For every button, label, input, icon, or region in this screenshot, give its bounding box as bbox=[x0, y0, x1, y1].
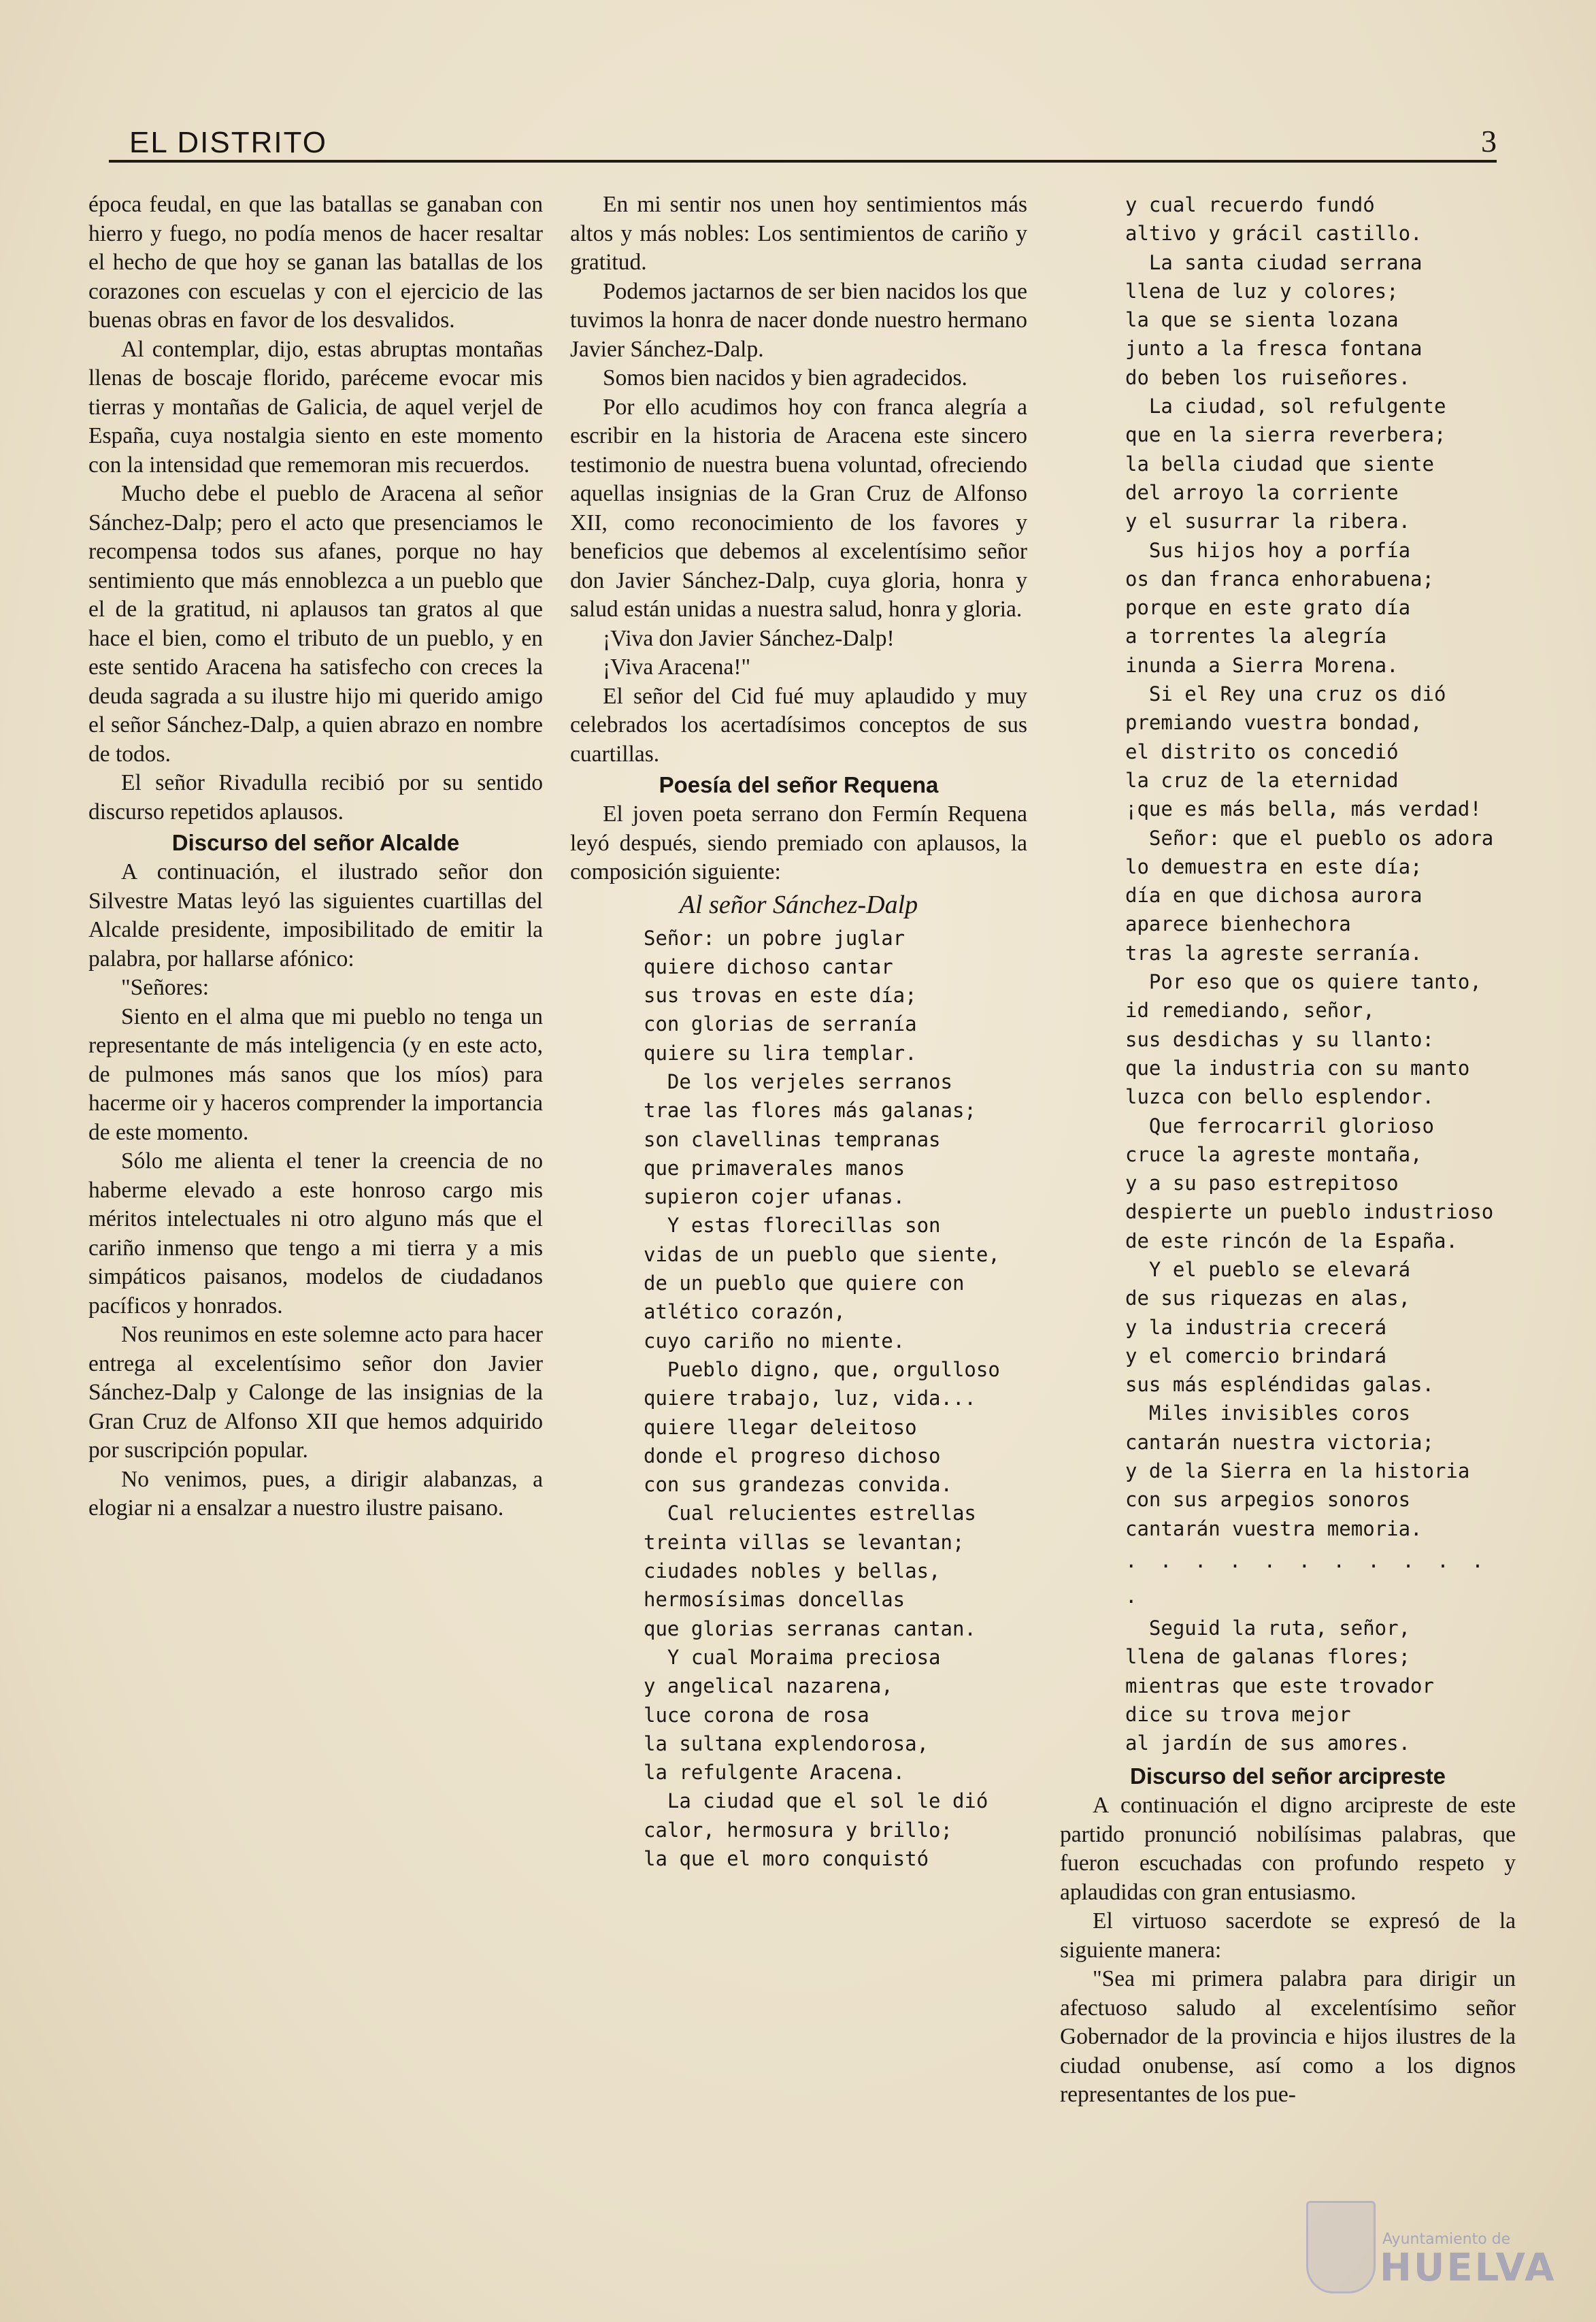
verse-line: atlético corazón, bbox=[644, 1300, 846, 1324]
verse-line: a torrentes la alegría bbox=[1125, 625, 1387, 648]
verse-line: luce corona de rosa bbox=[644, 1703, 869, 1727]
verse-line: junto a la fresca fontana bbox=[1125, 337, 1423, 361]
verse-line: Que ferrocarril glorioso bbox=[1125, 1114, 1434, 1138]
paragraph: El señor del Cid fué muy aplaudido y muy celebrados los acertadísimos conceptos de sus cuartillas. bbox=[570, 683, 1027, 767]
verse-line: llena de galanas flores; bbox=[1125, 1645, 1411, 1669]
verse-line: Por eso que os quiere tanto, bbox=[1125, 970, 1482, 994]
verse-line: luzca con bello esplendor. bbox=[1125, 1085, 1434, 1109]
verse-line: cuyo cariño no miente. bbox=[644, 1329, 905, 1353]
verse-line: inunda a Sierra Morena. bbox=[1125, 653, 1399, 677]
verse-line: la cruz de la eternidad bbox=[1125, 768, 1399, 792]
archive-watermark bbox=[1306, 2201, 1557, 2303]
verse-line: tras la agreste serranía. bbox=[1125, 941, 1423, 965]
paragraph: El joven poeta serrano don Fermín Requena leyó después, siendo premiado con aplausos, la composición siguiente: bbox=[570, 801, 1027, 884]
column-2 bbox=[570, 190, 1027, 1873]
paragraph: "Sea mi primera palabra para dirigir un afectuoso saludo al excelentísimo señor Gobernador de la provincia e hijos ilustres de la ciudad onubense, así como a los dignos representantes de los pue- bbox=[1060, 1966, 1516, 2108]
verse-line: Señor: que el pueblo os adora bbox=[1125, 826, 1494, 850]
poem-verses bbox=[570, 924, 1027, 1874]
verse-line: Si el Rey una cruz os dió bbox=[1125, 682, 1446, 706]
verse-line: Sus hijos hoy a porfía bbox=[1125, 538, 1411, 562]
paragraph: El señor Rivadulla recibió por su sentido discurso repetidos aplausos. bbox=[88, 770, 543, 825]
poem-verses-final bbox=[1060, 1614, 1516, 1757]
verse-line: la que se sienta lozana bbox=[1125, 308, 1399, 332]
paragraph: Mucho debe el pueblo de Aracena al señor Sánchez-Dalp; pero el acto que presenciamos le recompensa todos sus afanes, porque no hay sentimiento que más ennoblezca a un pueblo que el de la gratitud, ni aplausos tan gratos al que hace el bien, como el tributo de un pueblo, y en este sentido Aracena ha satisfecho con creces la deuda sagrada a su ilustre hijo mi querido amigo el señor Sánchez-Dalp, a quien abrazo en nombre de todos. bbox=[88, 481, 543, 767]
verse-line: quiere trabajo, luz, vida... bbox=[644, 1387, 976, 1410]
watermark-big-text: HUELVA bbox=[1380, 2246, 1557, 2290]
verse-line: Cual relucientes estrellas bbox=[644, 1502, 976, 1525]
paragraph: Siento en el alma que mi pueblo no tenga un representante de más inteligencia (y en este acto, de pulmones más sanos que los míos) para hacerme oir y haceros comprender la importancia de este momento. bbox=[88, 1004, 543, 1145]
verse-line: ¡que es más bella, más verdad! bbox=[1125, 797, 1482, 821]
verse-line: y angelical nazarena, bbox=[644, 1674, 893, 1698]
paragraph: época feudal, en que las batallas se ganaban con hierro y fuego, no podía menos de hacer resaltar el hecho de que hoy se ganan las batallas de los corazones con escuelas y con el ejercicio de las buenas obras en favor de los desvalidos. bbox=[88, 192, 543, 333]
verse-line: al jardín de sus amores. bbox=[1125, 1731, 1411, 1755]
verse-line: trae las flores más galanas; bbox=[644, 1099, 976, 1123]
verse-line: altivo y grácil castillo. bbox=[1125, 222, 1423, 246]
verse-line: De los verjeles serranos bbox=[644, 1069, 952, 1093]
paragraph: El virtuoso sacerdote se expresó de la siguiente manera: bbox=[1060, 1908, 1516, 1963]
verse-line: y de la Sierra en la historia bbox=[1125, 1459, 1470, 1483]
column-3 bbox=[1060, 190, 1516, 2110]
verse-line: id remediando, señor, bbox=[1125, 999, 1375, 1023]
paragraph: A continuación, el ilustrado señor don Silvestre Matas leyó las siguientes cuartillas del Alcalde presidente, imposibilitado de emitir la palabra, por hallarse afónico: bbox=[88, 859, 543, 972]
section-heading: Discurso del señor arcipreste bbox=[1129, 1763, 1446, 1789]
paragraph: "Señores: bbox=[121, 975, 210, 1000]
section-heading: Discurso del señor Alcalde bbox=[171, 830, 460, 855]
verse-line: son clavellinas tempranas bbox=[644, 1127, 941, 1151]
verse-line: cruce la agreste montaña, bbox=[1125, 1142, 1423, 1166]
verse-line: quiere llegar deleitoso bbox=[644, 1415, 917, 1439]
verse-line: el distrito os concedió bbox=[1125, 740, 1399, 763]
verse-line: la bella ciudad que siente bbox=[1125, 452, 1434, 476]
paragraph: A continuación el digno arcipreste de este partido pronunció nobilísimas palabras, que fueron escuchadas con profundo respeto y aplaudidas con gran entusiasmo. bbox=[1060, 1793, 1516, 1905]
verse-line: sus trovas en este día; bbox=[644, 984, 917, 1008]
paragraph: ¡Viva Aracena!" bbox=[603, 654, 751, 680]
poem-verses bbox=[1060, 190, 1516, 1543]
verse-line: Y estas florecillas son bbox=[644, 1214, 941, 1238]
paragraph: ¡Viva don Javier Sánchez-Dalp! bbox=[603, 625, 895, 651]
paragraph: Podemos jactarnos de ser bien nacidos los que tuvimos la honra de nacer donde nuestro hermano Javier Sánchez-Dalp. bbox=[570, 278, 1027, 362]
verse-line: despierte un pueblo industrioso bbox=[1125, 1200, 1494, 1224]
verse-line: y la industria crecerá bbox=[1125, 1315, 1387, 1339]
verse-line: quiere dichoso cantar bbox=[644, 955, 893, 978]
verse-line: sus desdichas y su llanto: bbox=[1125, 1027, 1434, 1051]
verse-line: do beben los ruiseñores. bbox=[1125, 365, 1411, 389]
verse-line: aparece bienhechora bbox=[1125, 912, 1351, 936]
verse-line: con sus arpegios sonoros bbox=[1125, 1488, 1411, 1512]
verse-line: porque en este grato día bbox=[1125, 596, 1411, 620]
verse-line: mientras que este trovador bbox=[1125, 1674, 1434, 1697]
page-header bbox=[109, 119, 1497, 163]
verse-line: y el comercio brindará bbox=[1125, 1344, 1387, 1367]
paragraph: Nos reunimos en este solemne acto para hacer entrega al excelentísimo señor don Javier Sánchez-Dalp y Calonge de las insignias de la Gran Cruz de Alfonso XII que hemos adquirido por suscripción popular. bbox=[88, 1322, 543, 1463]
paragraph: Al contemplar, dijo, estas abruptas montañas llenas de boscaje florido, paréceme evocar mis tierras y montañas de Galicia, de aquel verjel de España, cuya nostalgia siento en este momento con la intensidad que rememoran mis recuerdos. bbox=[88, 336, 543, 478]
verse-line: vidas de un pueblo que siente, bbox=[644, 1242, 1000, 1266]
paragraph: En mi sentir nos unen hoy sentimientos más altos y más nobles: Los sentimientos de cariño y gratitud. bbox=[570, 192, 1027, 275]
verse-line: día en que dichosa aurora bbox=[1125, 884, 1423, 908]
paragraph: Somos bien nacidos y bien agradecidos. bbox=[603, 365, 967, 391]
verse-line: y cual recuerdo fundó bbox=[1125, 193, 1375, 216]
verse-line: ciudades nobles y bellas, bbox=[644, 1559, 941, 1583]
verse-line: y a su paso estrepitoso bbox=[1125, 1172, 1399, 1195]
verse-line: os dan franca enhorabuena; bbox=[1125, 567, 1434, 591]
verse-line: treinta villas se levantan; bbox=[644, 1530, 965, 1554]
verse-line: dice su trova mejor bbox=[1125, 1702, 1351, 1726]
paragraph: Por ello acudimos hoy con franca alegría a escribir en la historia de Aracena este sincero testimonio de nuestra buena voluntad, ofreciendo aquellas insignias de la Gran Cruz de Alfonso XII, como reconocimiento de los favores y beneficios que debemos al excelentísimo señor don Javier Sánchez-Dalp, cuya gloria, honra y salud están unidas a nuestra salud, honra y gloria. bbox=[570, 394, 1027, 622]
section-heading: Poesía del señor Requena bbox=[659, 772, 939, 797]
verse-line: de este rincón de la España. bbox=[1125, 1229, 1458, 1253]
verse-line: Miles invisibles coros bbox=[1125, 1402, 1411, 1425]
verse-line: Y el pueblo se elevará bbox=[1125, 1257, 1411, 1281]
verse-line: llena de luz y colores; bbox=[1125, 279, 1399, 303]
verse-line: sus más espléndidas galas. bbox=[1125, 1373, 1434, 1397]
coat-of-arms-icon bbox=[1306, 2201, 1376, 2293]
verse-line: supieron cojer ufanas. bbox=[644, 1185, 905, 1209]
verse-line: Y cual Moraima preciosa bbox=[644, 1645, 941, 1669]
verse-line: con glorias de serranía bbox=[644, 1012, 917, 1036]
verse-line: que primaverales manos bbox=[644, 1156, 905, 1180]
verse-line: que en la sierra reverbera; bbox=[1125, 423, 1446, 447]
verse-line: donde el progreso dichoso bbox=[644, 1444, 941, 1467]
verse-line: la refulgente Aracena. bbox=[644, 1761, 905, 1785]
verse-line: calor, hermosura y brillo; bbox=[644, 1818, 952, 1842]
verse-line: hermosísimas doncellas bbox=[644, 1588, 905, 1612]
verse-line: quiere su lira templar. bbox=[644, 1041, 917, 1065]
verse-line: que la industria con su manto bbox=[1125, 1056, 1470, 1080]
paragraph: No venimos, pues, a dirigir alabanzas, a elogiar ni a ensalzar a nuestro ilustre paisano. bbox=[88, 1466, 543, 1521]
watermark-small-text: Ayuntamiento de bbox=[1382, 2231, 1511, 2248]
verse-separator: . . . . . . . . . . . . bbox=[1125, 1548, 1489, 1608]
verse-line: que glorias serranas cantan. bbox=[644, 1616, 976, 1640]
verse-line: Seguid la ruta, señor, bbox=[1125, 1616, 1411, 1640]
verse-line: La ciudad, sol refulgente bbox=[1125, 395, 1446, 418]
verse-line: la que el moro conquistó bbox=[644, 1847, 929, 1870]
verse-line: de sus riquezas en alas, bbox=[1125, 1287, 1411, 1310]
verse-line: de un pueblo que quiere con bbox=[644, 1272, 965, 1295]
poem-title: Al señor Sánchez-Dalp bbox=[679, 890, 918, 919]
column-1 bbox=[88, 190, 543, 1523]
verse-line: cantarán vuestra memoria. bbox=[1125, 1516, 1423, 1540]
verse-line: La santa ciudad serrana bbox=[1125, 250, 1423, 274]
verse-line: Pueblo digno, que, orgulloso bbox=[644, 1357, 1000, 1381]
verse-line: premiando vuestra bondad, bbox=[1125, 711, 1423, 735]
verse-line: la sultana explendorosa, bbox=[644, 1731, 929, 1755]
page-number: 3 bbox=[1481, 124, 1497, 159]
verse-line: Señor: un pobre juglar bbox=[644, 926, 905, 950]
masthead: EL DISTRITO bbox=[129, 126, 327, 159]
verse-line: La ciudad que el sol le dió bbox=[644, 1789, 988, 1813]
verse-line: y el susurrar la ribera. bbox=[1125, 510, 1411, 533]
paragraph: Sólo me alienta el tener la creencia de no haberme elevado a este honroso cargo mis méritos intelectuales ni otro alguno más que el cariño inmenso que tengo a mi tierra y a mis simpáticos paisanos, modelos de ciudadanos pacíficos y honrados. bbox=[88, 1148, 543, 1318]
verse-line: con sus grandezas convida. bbox=[644, 1473, 952, 1497]
verse-line: del arroyo la corriente bbox=[1125, 480, 1399, 504]
verse-line: cantarán nuestra victoria; bbox=[1125, 1430, 1434, 1454]
verse-line: lo demuestra en este día; bbox=[1125, 855, 1423, 878]
